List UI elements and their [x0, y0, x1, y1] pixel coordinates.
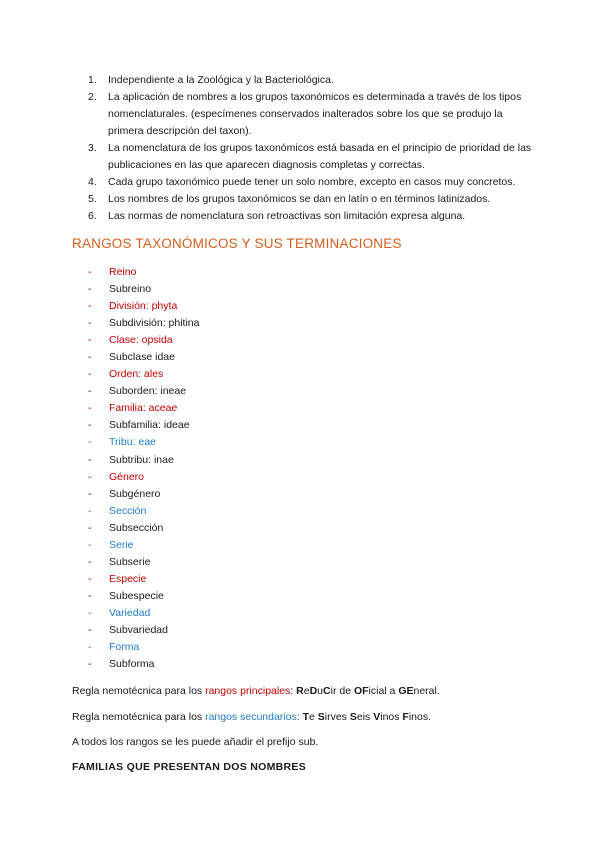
rank-item: [88, 383, 199, 400]
rank-dash: -: [88, 300, 92, 313]
mnemonic-secondary-rule: [72, 709, 431, 726]
rank-item: [88, 622, 199, 639]
rank-dash: -: [88, 402, 92, 415]
rank-dash: -: [88, 572, 92, 585]
mnemonic-fragment: D: [309, 685, 318, 697]
mnemonic-fragment: S: [317, 711, 325, 723]
rank-item: [88, 571, 199, 588]
principle-text: Cada grupo taxonómico puede tener un solo nombre, excepto en casos muy concretos.: [108, 176, 516, 188]
rank-item: [88, 554, 199, 571]
rank-dash: -: [88, 334, 92, 347]
rank-dash: -: [88, 385, 92, 398]
rank-label: Serie: [109, 538, 134, 551]
rank-label: Subespecie: [109, 589, 164, 602]
rank-dash: -: [88, 504, 92, 517]
rank-item: [88, 298, 199, 315]
mnemonic-fragment: F: [402, 711, 409, 723]
principle-text: Las normas de nomenclatura son retroactivas son limitación expresa alguna.: [108, 210, 466, 222]
principle-text: La nomenclatura de los grupos taxonómicos está basada en el principio de prioridad de las publicaciones en las que aparecen diagnosis completas y correctas.: [108, 142, 532, 171]
mnemonic-secondary-phrase: [303, 711, 431, 723]
mnemonic-secondary-colon: :: [296, 711, 303, 723]
rank-dash: -: [88, 538, 92, 551]
rank-label: Tribu: eae: [109, 436, 156, 449]
mnemonic-fragment: icial a: [368, 685, 399, 697]
taxonomic-ranks-list: [88, 264, 199, 673]
mnemonic-fragment: u: [317, 685, 324, 697]
mnemonic-main-colon: :: [290, 685, 297, 697]
rank-item: [88, 486, 199, 503]
rank-dash: -: [88, 436, 92, 449]
rank-label: Subforma: [109, 658, 155, 671]
mnemonic-fragment: irves: [324, 711, 350, 723]
rank-item: [88, 452, 199, 469]
principle-item: [80, 140, 532, 174]
rank-dash: -: [88, 266, 92, 278]
rank-item: [88, 332, 199, 349]
principle-item: [80, 89, 532, 140]
rank-label: Especie: [109, 572, 147, 585]
rank-label: Subvariedad: [109, 623, 168, 636]
principle-number: 5.: [88, 193, 97, 205]
rank-item: [88, 417, 199, 434]
principle-text: Independiente a la Zoológica y la Bacteriológica.: [108, 74, 334, 86]
rank-item: [88, 537, 199, 554]
rank-item: [88, 503, 199, 520]
rank-label: Subreino: [109, 283, 152, 296]
rank-item: [88, 469, 199, 486]
rank-dash: -: [88, 470, 92, 483]
rank-label: Forma: [109, 641, 140, 654]
rank-item: [88, 400, 199, 417]
rank-label: Subtribu: inae: [109, 453, 174, 466]
mnemonic-fragment: neral.: [413, 685, 440, 697]
rank-label: Variedad: [109, 606, 151, 619]
rank-label: Subfamilia: ideae: [109, 419, 190, 432]
rank-label: Subgénero: [109, 487, 161, 500]
rank-item: [88, 281, 199, 298]
principle-item: [80, 208, 532, 225]
rank-label: Subclase idae: [109, 351, 175, 364]
mnemonic-fragment: eis: [356, 711, 374, 723]
rank-item: [88, 434, 199, 451]
mnemonic-fragment: V: [373, 711, 381, 723]
rank-label: Familia: aceae: [109, 402, 178, 415]
principle-item: [80, 174, 532, 191]
rank-dash: -: [88, 641, 92, 654]
principle-item: [80, 72, 532, 89]
mnemonic-secondary-intro: Regla nemotécnica para los: [72, 711, 206, 723]
rank-item: [88, 264, 199, 281]
principle-item: [80, 191, 532, 208]
mnemonic-main-rule: [72, 683, 440, 700]
principle-number: 1.: [88, 74, 97, 86]
rank-label: División: phyta: [109, 300, 178, 313]
rank-dash: -: [88, 658, 92, 671]
rank-dash: -: [88, 487, 92, 500]
rank-label: Sección: [109, 504, 147, 517]
rank-item: [88, 639, 199, 656]
principle-number: 6.: [88, 210, 97, 222]
mnemonic-fragment: e: [308, 711, 318, 723]
rank-dash: -: [88, 453, 92, 466]
rank-label: Orden: ales: [109, 368, 164, 381]
rank-dash: -: [88, 623, 92, 636]
mnemonic-fragment: R: [296, 685, 304, 697]
rank-dash: -: [88, 419, 92, 432]
mnemonic-fragment: OF: [353, 685, 369, 697]
mnemonic-main-intro: Regla nemotécnica para los: [72, 685, 206, 697]
rank-label: Suborden: ineae: [109, 385, 187, 398]
mnemonic-fragment: C: [323, 685, 331, 697]
rank-item: [88, 588, 199, 605]
rank-item: [88, 656, 199, 673]
mnemonic-secondary-highlight: rangos secundarios: [205, 711, 297, 723]
mnemonic-fragment: inos: [380, 711, 403, 723]
rank-label: Subdivisión: phitina: [109, 317, 200, 330]
rank-item: [88, 366, 199, 383]
principle-number: 3.: [88, 142, 97, 154]
principle-number: 4.: [88, 176, 97, 188]
rank-item: [88, 349, 199, 366]
mnemonic-fragment: S: [349, 711, 357, 723]
rank-item: [88, 315, 199, 332]
subsection-title: FAMILIAS QUE PRESENTAN DOS NOMBRES: [72, 761, 307, 773]
rank-dash: -: [88, 368, 92, 381]
mnemonic-main-phrase: [296, 685, 440, 697]
rank-dash: -: [88, 606, 92, 619]
rank-dash: -: [88, 283, 92, 296]
rank-dash: -: [88, 351, 92, 364]
mnemonic-fragment: e: [303, 685, 310, 697]
rank-dash: -: [88, 589, 92, 602]
principle-text: La aplicación de nombres a los grupos taxonómicos es determinada a través de los tipos nomenclaturales. (especímenes conservados inalterados sobre los que se produjo la primera descripción del taxon).: [108, 91, 522, 137]
rank-dash: -: [88, 555, 92, 568]
rank-label: Género: [109, 470, 145, 483]
mnemonic-fragment: ir de: [330, 685, 354, 697]
mnemonic-fragment: GE: [398, 685, 414, 697]
nomenclature-principles-list: [80, 72, 532, 225]
rank-dash: -: [88, 317, 92, 330]
principle-number: 2.: [88, 91, 97, 103]
rank-dash: -: [88, 521, 92, 534]
mnemonic-fragment: T: [302, 711, 309, 723]
mnemonic-fragment: inos.: [408, 711, 432, 723]
section-title: RANGOS TAXONÓMICOS Y SUS TERMINACIONES: [72, 236, 402, 251]
mnemonic-main-highlight: rangos principales: [205, 685, 291, 697]
rank-item: [88, 605, 199, 622]
rank-label: Subsección: [109, 521, 164, 534]
prefix-note: A todos los rangos se les puede añadir el prefijo sub.: [72, 736, 319, 748]
rank-label: Reino: [109, 266, 137, 278]
principle-text: Los nombres de los grupos taxonómicos se dan en latín o en términos latinizados.: [108, 193, 491, 205]
rank-item: [88, 520, 199, 537]
rank-label: Clase: opsida: [109, 334, 173, 347]
rank-label: Subserie: [109, 555, 151, 568]
